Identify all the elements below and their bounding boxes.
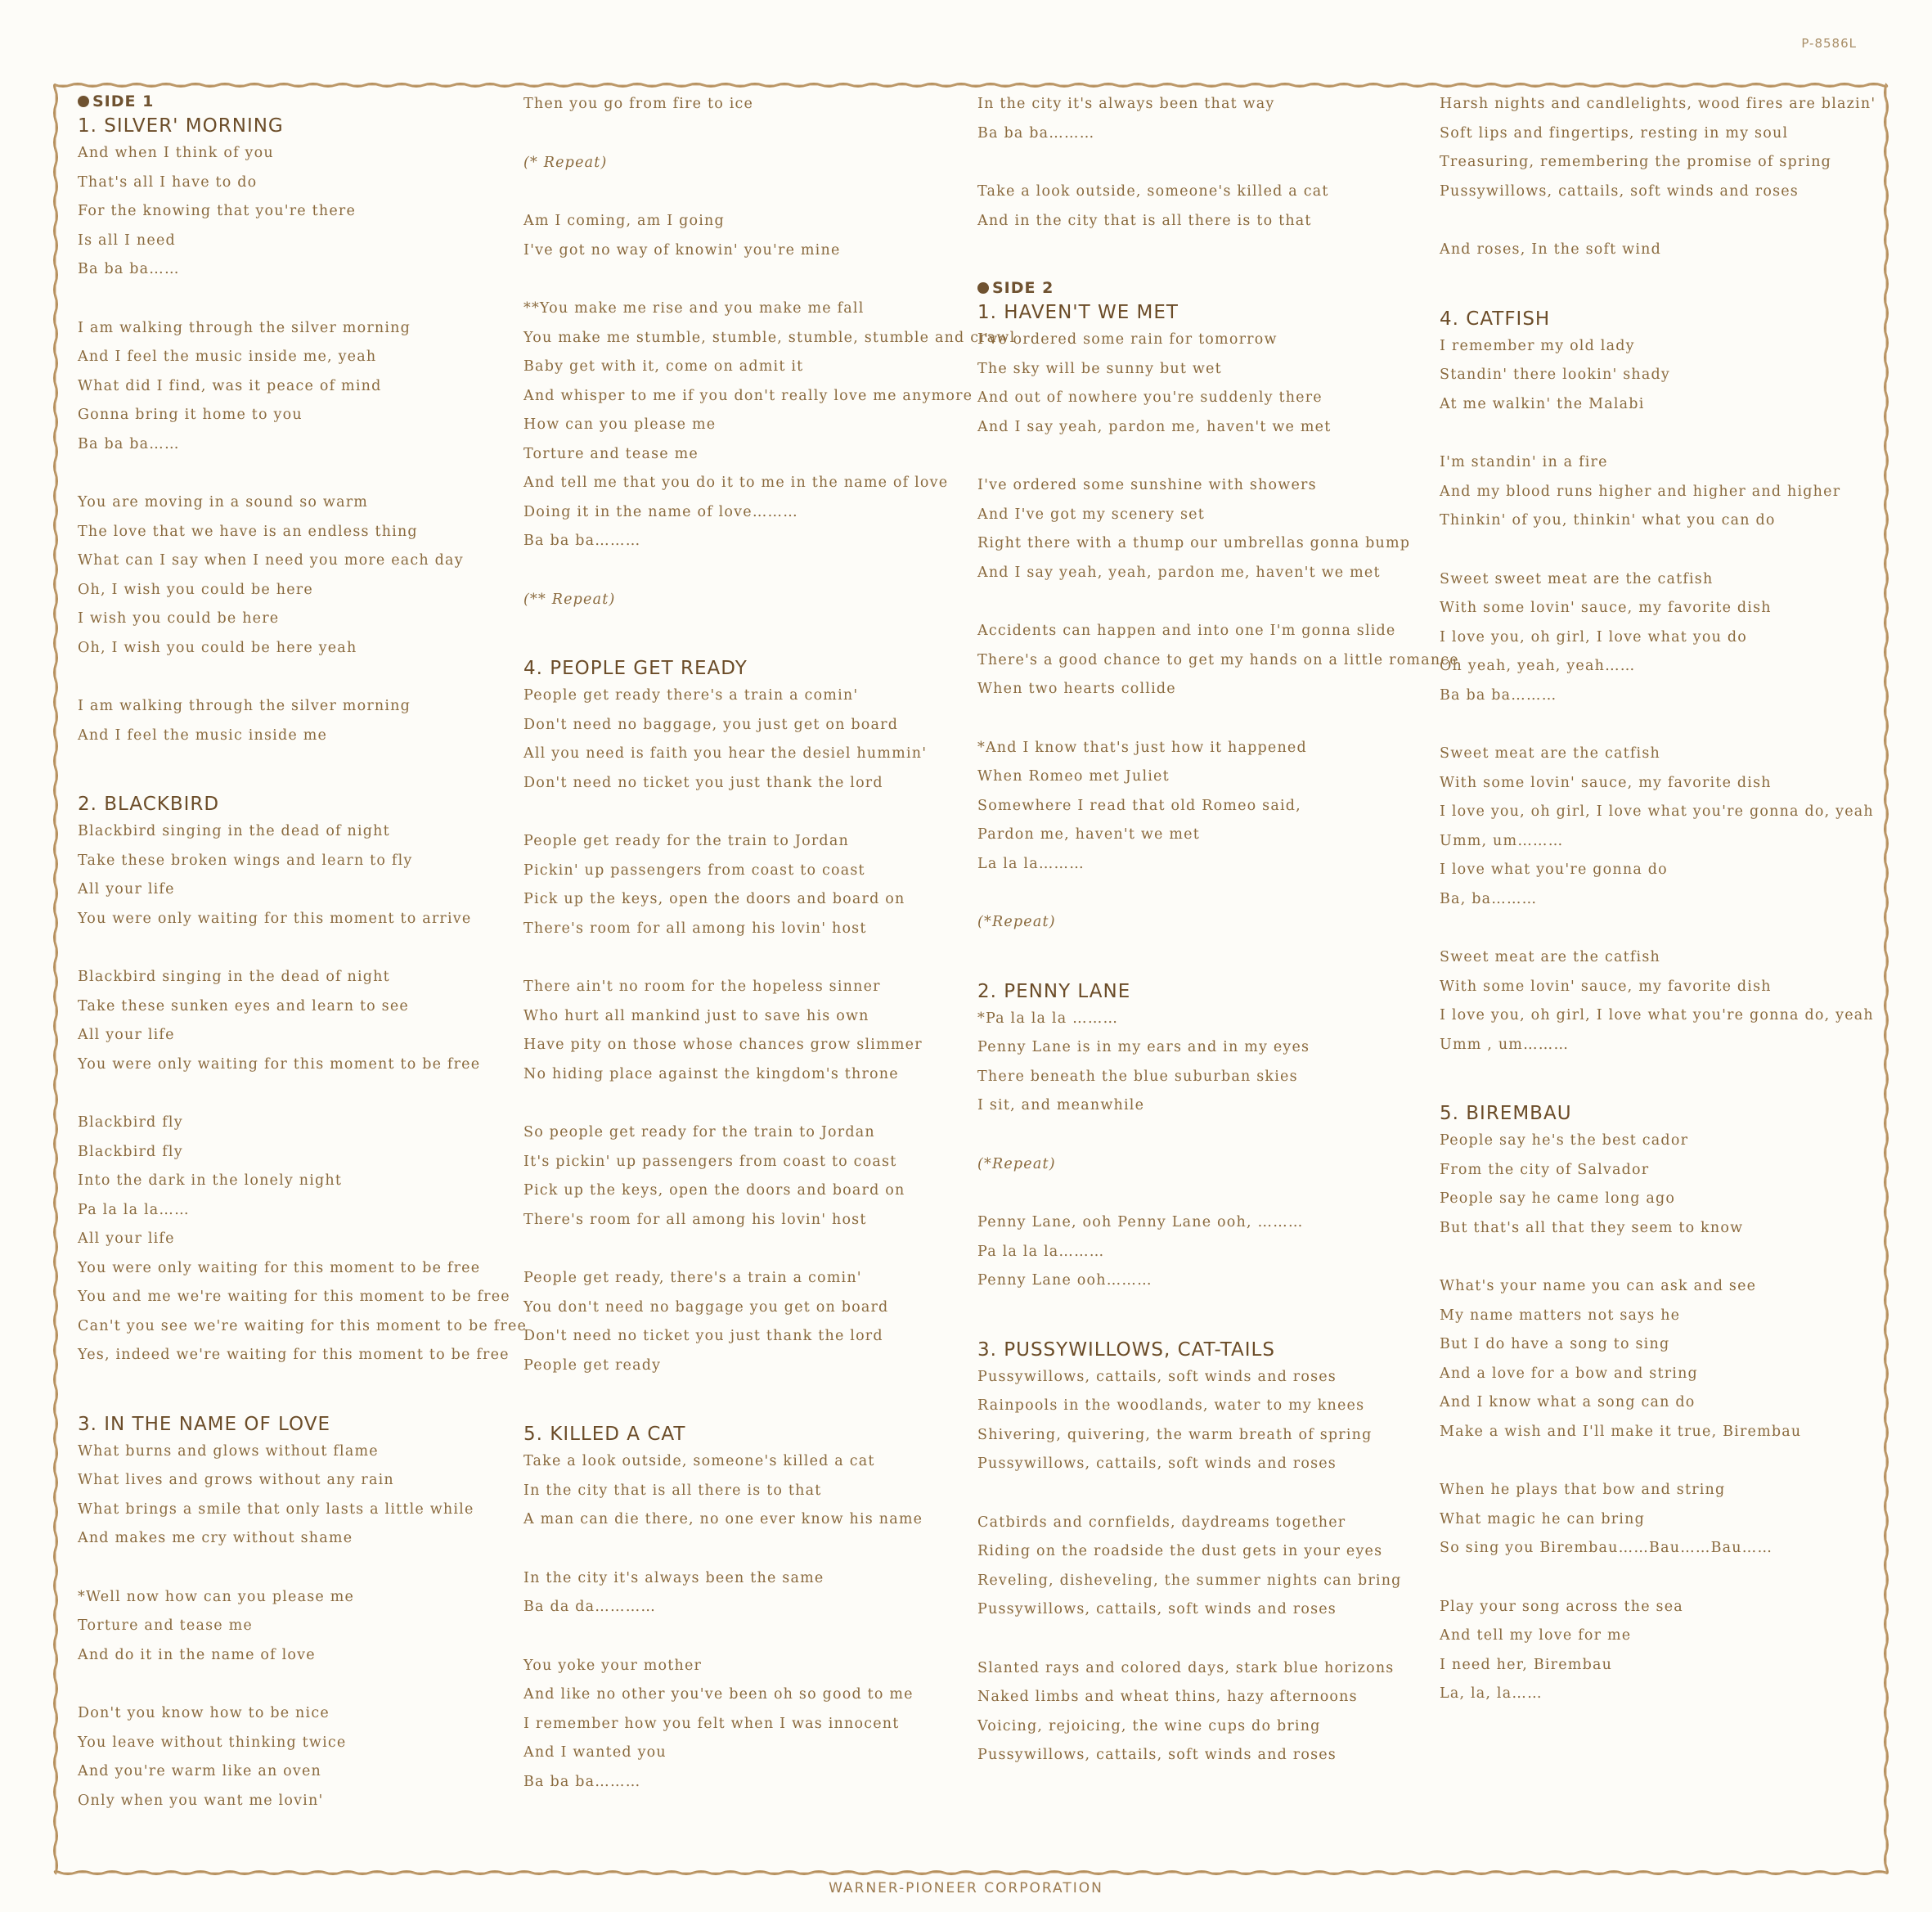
lyric-line: I remember my old lady [1440, 337, 1635, 354]
section-spacer [523, 1380, 982, 1421]
lyric-line: Ba ba ba……… [1440, 686, 1557, 704]
lyric-line: Only when you want me lovin' [78, 1792, 324, 1809]
lyric-line: Harsh nights and candlelights, wood fires are blazin' [1440, 96, 1876, 112]
lyrics-column [977, 90, 1459, 1770]
lyric-line: I've ordered some sunshine with showers [977, 477, 1317, 493]
lyric-line: Don't need no ticket you just thank the lord [523, 774, 883, 791]
stanza-spacer [78, 663, 536, 692]
lyric-line: It's pickin' up passengers from coast to coast [523, 1153, 897, 1170]
lyric-line: All your life [78, 1230, 175, 1247]
side-label: SIDE 1 [92, 92, 155, 110]
lyric-line: Umm , um……… [1440, 1036, 1570, 1053]
section-spacer [977, 938, 1436, 978]
lyric-line: Thinkin' of you, thinkin' what you can do [1440, 512, 1776, 529]
lyric-line: I love what you're gonna do [1440, 862, 1668, 878]
song-title: 1. SILVER' MORNING [78, 115, 284, 137]
lyric-line: Standin' there lookin' shady [1440, 367, 1671, 383]
lyric-line: I love you, oh girl, I love what you do [1440, 628, 1747, 646]
song-title: 5. KILLED A CAT [523, 1424, 686, 1445]
lyric-line: There's room for all among his lovin' host [523, 1211, 867, 1228]
lyric-line: Oh, I wish you could be here [78, 581, 313, 598]
lyric-line: And I feel the music inside me, yeah [78, 349, 377, 365]
lyric-line: So people get ready for the train to Jordan [523, 1124, 875, 1140]
lyric-line: And in the city that is all there is to that [977, 212, 1312, 229]
lyric-line: Don't you know how to be nice [78, 1705, 330, 1721]
lyric-line: Slanted rays and colored days, stark blue horizons [977, 1659, 1395, 1676]
lyric-line: The sky will be sunny but wet [977, 360, 1222, 377]
stanza-spacer [977, 1121, 1436, 1150]
lyric-line: And a love for a bow and string [1440, 1365, 1698, 1382]
lyric-line: Make a wish and I'll make it true, Birembau [1440, 1423, 1802, 1440]
lyric-line: Blackbird singing in the dead of night [78, 823, 390, 839]
lyric-line: Umm, um……… [1440, 832, 1564, 849]
lyric-line: And tell my love for me [1440, 1627, 1632, 1644]
lyric-line: Voicing, rejoicing, the wine cups do bring [977, 1717, 1321, 1734]
lyric-line: Rainpools in the woodlands, water to my knees [977, 1397, 1365, 1414]
lyric-line: People get ready, there's a train a comin' [523, 1270, 862, 1286]
lyric-line: When two hearts collide [977, 681, 1176, 697]
bullet-icon [977, 282, 989, 294]
lyric-line: For the knowing that you're there [78, 203, 356, 219]
lyric-line: I need her, Birembau [1440, 1656, 1613, 1673]
lyric-line: I wish you could be here [78, 610, 280, 627]
section-spacer [78, 1370, 536, 1411]
lyric-line: You are moving in a sound so warm [78, 494, 369, 511]
section-spacer [977, 1296, 1436, 1337]
stanza-spacer [523, 1622, 982, 1652]
lyric-line: With some lovin' sauce, my favorite dish [1440, 600, 1772, 616]
lyric-line: What lives and grows without any rain [78, 1472, 394, 1488]
lyric-line: Sweet sweet meat are the catfish [1440, 570, 1714, 587]
lyric-line: That's all I have to do [78, 173, 258, 191]
lyric-line: Have pity on those whose chances grow slimmer [523, 1037, 923, 1053]
lyric-line: People get ready [523, 1356, 662, 1374]
stanza-spacer [1440, 1563, 1898, 1593]
lyric-line: Pardon me, haven't we met [977, 826, 1200, 843]
stanza-spacer [977, 879, 1436, 908]
lyric-line: People get ready there's a train a comin' [523, 687, 859, 704]
lyric-line: La, la, la…… [1440, 1685, 1543, 1702]
stanza-spacer [78, 285, 536, 314]
lyric-line: Ba ba ba……… [523, 533, 641, 549]
lyric-line: You were only waiting for this moment to arrive [78, 910, 472, 927]
lyric-line: With some lovin' sauce, my favorite dish [1440, 774, 1772, 791]
lyric-line: And I've got my scenery set [977, 506, 1205, 523]
lyric-line: Take a look outside, someone's killed a cat [977, 183, 1329, 200]
stanza-spacer [78, 1554, 536, 1583]
lyric-line: You and me we're waiting for this moment to be free [78, 1289, 510, 1305]
lyric-line: Reveling, disheveling, the summer nights can bring [977, 1572, 1402, 1589]
song-title: 1. HAVEN'T WE MET [977, 302, 1179, 323]
section-spacer [977, 236, 1436, 277]
lyric-line: Torture and tease me [523, 445, 699, 462]
lyric-line: Blackbird singing in the dead of night [78, 969, 390, 985]
lyric-line: Sweet meat are the catfish [1440, 949, 1660, 965]
stanza-spacer [523, 556, 982, 586]
lyric-line: What brings a smile that only lasts a little while [78, 1500, 474, 1518]
lyric-line: Then you go from fire to ice [523, 96, 754, 112]
lyric-line: I am walking through the silver morning [78, 698, 411, 714]
stanza-spacer [523, 265, 982, 295]
lyric-line: Torture and tease me [78, 1617, 253, 1634]
stanza-spacer [523, 119, 982, 149]
song-title: 4. PEOPLE GET READY [523, 658, 748, 679]
lyric-line: My name matters not says he [1440, 1307, 1681, 1324]
stanza-spacer [523, 798, 982, 827]
lyric-line: Yes, indeed we're waiting for this moment to be free [78, 1347, 510, 1363]
stanza-spacer [1440, 206, 1898, 236]
lyric-line: People say he's the best cador [1440, 1132, 1689, 1149]
lyric-line: Ba, ba……… [1440, 890, 1538, 907]
lyric-line: (* Repeat) [523, 154, 608, 171]
lyric-line: You don't need no baggage you get on board [523, 1298, 889, 1316]
lyric-line: Baby get with it, come on admit it [523, 358, 804, 375]
lyric-line: But I do have a song to sing [1440, 1336, 1670, 1352]
lyric-line: Oh, I wish you could be here yeah [78, 639, 357, 656]
stanza-spacer [523, 943, 982, 973]
lyric-line: When he plays that bow and string [1440, 1482, 1726, 1498]
lyric-line: What did I find, was it peace of mind [78, 377, 382, 394]
section-spacer [1440, 265, 1898, 306]
lyric-line: Pussywillows, cattails, soft winds and roses [977, 1601, 1337, 1617]
lyric-line: Pick up the keys, open the doors and board on [523, 891, 905, 907]
lyric-line: Gonna bring it home to you [78, 407, 303, 423]
lyric-line: Blackbird fly [78, 1114, 183, 1131]
lyric-line: Pussywillows, cattails, soft winds and roses [1440, 182, 1799, 200]
stanza-spacer [78, 1670, 536, 1699]
side-label: SIDE 2 [992, 279, 1054, 297]
lyric-line: Take these broken wings and learn to fly [78, 852, 413, 869]
lyric-line: I remember how you felt when I was innocent [523, 1715, 900, 1732]
lyric-line: Naked limbs and wheat thins, hazy afternoons [977, 1689, 1358, 1705]
lyric-line: Pa la la la…… [78, 1201, 190, 1218]
lyric-line: How can you please me [523, 416, 717, 433]
lyric-line: I sit, and meanwhile [977, 1097, 1145, 1113]
lyric-line: With some lovin' sauce, my favorite dish [1440, 978, 1772, 995]
lyric-line: Penny Lane is in my ears and in my eyes [977, 1039, 1310, 1055]
lyric-line: All your life [78, 881, 175, 898]
stanza-spacer [78, 1079, 536, 1109]
bullet-icon [78, 96, 89, 107]
lyric-line: I've got no way of knowin' you're mine [523, 241, 841, 259]
lyric-line: Pussywillows, cattails, soft winds and roses [977, 1455, 1337, 1472]
lyric-line: There ain't no room for the hopeless sinner [523, 978, 881, 995]
stanza-spacer [523, 1535, 982, 1564]
stanza-spacer [1440, 1446, 1898, 1476]
stanza-spacer [78, 934, 536, 963]
lyric-line: You make me stumble, stumble, stumble, stumble and crawl [523, 329, 1016, 346]
lyric-line: Who hurt all mankind just to save his own [523, 1007, 869, 1024]
lyric-line: Don't need no baggage, you just get on board [523, 716, 899, 733]
lyric-line: Pick up the keys, open the doors and board on [523, 1182, 905, 1199]
lyric-line: In the city it's always been that way [977, 96, 1275, 112]
lyric-line: (** Repeat) [523, 591, 616, 608]
stanza-spacer [1440, 710, 1898, 740]
lyric-line: But that's all that they seem to know [1440, 1219, 1744, 1236]
lyric-line: What burns and glows without flame [78, 1442, 379, 1460]
lyric-line: Shivering, quivering, the warm breath of spring [977, 1426, 1373, 1443]
stanza-spacer [977, 704, 1436, 734]
song-title: 3. PUSSYWILLOWS, CAT-TAILS [977, 1338, 1275, 1361]
lyrics-column [78, 90, 536, 1815]
lyric-line: Ba ba ba……… [977, 124, 1095, 142]
lyric-line: Oh yeah, yeah, yeah…… [1440, 658, 1636, 674]
lyric-line: You yoke your mother [523, 1657, 703, 1674]
lyric-line: Pa la la la……… [977, 1243, 1105, 1260]
lyric-line: And out of nowhere you're suddenly there [977, 389, 1323, 406]
stanza-spacer [1440, 1243, 1898, 1272]
lyric-line: *Pa la la la ……… [977, 1010, 1119, 1027]
lyric-line: Ba ba ba…… [78, 435, 180, 452]
lyric-line: And I feel the music inside me [78, 727, 328, 744]
lyric-line: And whisper to me if you don't really love me anymore [523, 387, 973, 404]
section-spacer [78, 750, 536, 791]
lyric-line: Pussywillows, cattails, soft winds and roses [977, 1747, 1337, 1763]
lyric-line: And you're warm like an oven [78, 1763, 322, 1779]
lyric-line: No hiding place against the kingdom's throne [523, 1065, 899, 1082]
song-title: 2. PENNY LANE [977, 980, 1131, 1002]
lyric-line: So sing you Birembau……Bau……Bau…… [1440, 1540, 1773, 1556]
lyric-line: Doing it in the name of love……… [523, 503, 798, 520]
lyric-line: Treasuring, remembering the promise of spring [1440, 154, 1832, 170]
lyric-line: Ba ba ba…… [78, 261, 180, 277]
lyric-line: People get ready for the train to Jordan [523, 833, 849, 849]
lyric-line: At me walkin' the Malabi [1440, 395, 1645, 412]
lyric-line: Riding on the roadside the dust gets in your eyes [977, 1543, 1383, 1559]
lyric-line: All your life [78, 1027, 175, 1043]
lyric-line: And I know what a song can do [1440, 1394, 1696, 1410]
song-title: 5. BIREMBAU [1440, 1103, 1572, 1124]
lyric-line: And my blood runs higher and higher and higher [1440, 483, 1841, 500]
lyric-line: A man can die there, no one ever know his name [523, 1511, 923, 1527]
lyric-line: Penny Lane, ooh Penny Lane ooh, ……… [977, 1214, 1304, 1230]
stanza-spacer [523, 1089, 982, 1118]
lyric-line: Sweet meat are the catfish [1440, 745, 1660, 762]
lyric-line: And like no other you've been oh so good to me [523, 1686, 914, 1703]
side-heading [78, 90, 536, 113]
stanza-spacer [1440, 419, 1898, 448]
stanza-spacer [523, 178, 982, 207]
lyric-line: When Romeo met Juliet [977, 768, 1170, 785]
stanza-spacer [977, 442, 1436, 471]
catalog-number: P-8586L [1801, 36, 1857, 51]
lyric-line: From the city of Salvador [1440, 1161, 1650, 1178]
song-title: 4. CATFISH [1440, 308, 1551, 330]
lyric-line: Don't need no ticket you just thank the lord [523, 1328, 883, 1344]
stanza-spacer [977, 148, 1436, 178]
stanza-spacer [977, 587, 1436, 617]
lyric-line: Right there with a thump our umbrellas gonna bump [977, 535, 1411, 551]
lyric-line: And do it in the name of love [78, 1646, 316, 1663]
lyrics-column [523, 90, 1016, 1797]
lyric-line: People say he came long ago [1440, 1190, 1676, 1207]
lyric-line: And I say yeah, pardon me, haven't we met [977, 418, 1332, 435]
lyric-line: I love you, oh girl, I love what you're gonna do, yeah [1440, 803, 1874, 820]
lyric-line: I am walking through the silver morning [78, 319, 411, 336]
lyrics-column [1440, 90, 1898, 1709]
lyric-line: Take these sunken eyes and learn to see [78, 997, 409, 1014]
lyric-line: Can't you see we're waiting for this moment to be free [78, 1317, 528, 1334]
stanza-spacer [977, 1179, 1436, 1208]
lyric-line: There's a good chance to get my hands on a little romance [977, 651, 1459, 668]
lyric-line: Into the dark in the lonely night [78, 1172, 343, 1189]
lyric-line: Is all I need [78, 232, 176, 249]
lyric-line: I love you, oh girl, I love what you're gonna do, yeah [1440, 1007, 1874, 1023]
song-title: 2. BLACKBIRD [78, 794, 220, 815]
lyric-line: You were only waiting for this moment to be free [78, 1259, 481, 1276]
lyric-line: **You make me rise and you make me fall [523, 300, 865, 317]
lyric-line: Soft lips and fingertips, resting in my soul [1440, 124, 1789, 142]
lyric-line: What magic he can bring [1440, 1510, 1645, 1527]
lyric-line: Pussywillows, cattails, soft winds and roses [977, 1368, 1337, 1385]
lyric-line: And tell me that you do it to me in the name of love [523, 475, 949, 491]
lyric-line: And I wanted you [523, 1744, 667, 1761]
lyric-line: In the city it's always been the same [523, 1569, 824, 1586]
lyric-line: And when I think of you [78, 145, 274, 161]
stanza-spacer [1440, 914, 1898, 943]
lyric-line: Play your song across the sea [1440, 1598, 1683, 1615]
lyric-line: What can I say when I need you more each day [78, 552, 464, 569]
section-spacer [523, 614, 982, 655]
lyric-line: Am I coming, am I going [523, 213, 725, 229]
publisher-footer: WARNER-PIONEER CORPORATION [829, 1880, 1103, 1896]
lyric-line: Penny Lane ooh……… [977, 1272, 1152, 1289]
lyric-line: In the city that is all there is to that [523, 1482, 822, 1499]
lyric-line: There beneath the blue suburban skies [977, 1068, 1298, 1085]
lyric-line: And I say yeah, yeah, pardon me, haven't we met [977, 564, 1381, 581]
lyric-line: (*Repeat) [977, 1155, 1056, 1172]
stanza-spacer [523, 1235, 982, 1264]
lyric-line: There's room for all among his lovin' host [523, 920, 867, 937]
lyric-line: Ba ba ba……… [523, 1773, 641, 1790]
stanza-spacer [977, 1625, 1436, 1654]
lyric-line: All you need is faith you hear the desiel hummin' [523, 745, 928, 762]
lyric-line: And roses, In the soft wind [1440, 241, 1662, 258]
lyric-line: Take a look outside, someone's killed a cat [523, 1453, 875, 1469]
lyric-line: Pickin' up passengers from coast to coast [523, 862, 865, 879]
side-heading [977, 277, 1436, 299]
lyric-line: What's your name you can ask and see [1440, 1278, 1757, 1294]
stanza-spacer [78, 459, 536, 488]
lyric-line: Somewhere I read that old Romeo said, [977, 797, 1301, 814]
lyric-line: (*Repeat) [977, 914, 1056, 930]
song-title: 3. IN THE NAME OF LOVE [78, 1413, 330, 1435]
stanza-spacer [1440, 536, 1898, 565]
lyric-line: Blackbird fly [78, 1143, 183, 1160]
lyric-line: Accidents can happen and into one I'm gonna slide [977, 623, 1396, 639]
lyric-line: And makes me cry without shame [78, 1530, 353, 1546]
lyric-line: You leave without thinking twice [78, 1734, 347, 1751]
lyric-line: La la la……… [977, 855, 1085, 872]
lyric-line: The love that we have is an endless thing [78, 523, 418, 540]
lyric-line: Catbirds and cornfields, daydreams together [977, 1514, 1346, 1531]
lyric-line: Ba da da………… [523, 1599, 657, 1615]
lyric-line: I'm standin' in a fire [1440, 454, 1608, 470]
stanza-spacer [977, 1479, 1436, 1509]
lyric-line: *Well now how can you please me [78, 1588, 355, 1605]
lyric-line: *And I know that's just how it happened [977, 739, 1307, 756]
lyric-line: You were only waiting for this moment to be free [78, 1055, 481, 1073]
section-spacer [1440, 1059, 1898, 1100]
lyric-line: I've ordered some rain for tomorrow [977, 331, 1278, 348]
